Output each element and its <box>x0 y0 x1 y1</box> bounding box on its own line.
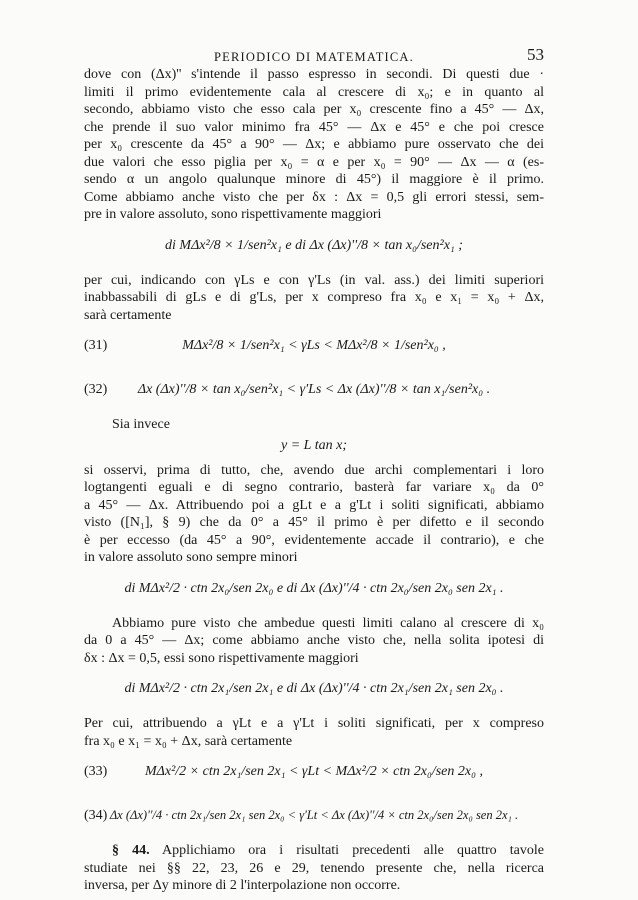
text-line: Sia invece <box>112 417 170 432</box>
text-line: secondo, abbiamo visto che esso cala per x₀ crescente fino a 45° — Δx, <box>84 102 544 117</box>
equation-32 <box>84 372 544 412</box>
equation-body: Δx (Δx)''/4 · ctn 2x₁/sen 2x₁ sen 2x₀ < γ'Lt < Δx (Δx)''/4 × ctn 2x₀/sen 2x₀ sen 2x₁ . <box>109 808 519 822</box>
text-line: per x₀ crescente da 45° a 90° — Δx; e abbiamo pure osservato che dei <box>84 137 544 152</box>
equation-tag: (33) <box>84 764 108 779</box>
text-line: inversa, per Δy minore di 2 l'interpolazione non occorre. <box>84 878 401 893</box>
paragraph-2 <box>84 272 544 325</box>
formula-body: di MΔx²/2 · ctn 2x₀/sen 2x₀ e di Δx (Δx)''/4 · ctn 2x₀/sen 2x₀ sen 2x₁ . <box>124 580 504 596</box>
equation-y <box>84 436 544 460</box>
formula-1 <box>84 228 544 268</box>
formula-body: di MΔx²/8 × 1/sen²x₁ e di Δx (Δx)''/8 × tan x₀/sen²x₁ ; <box>165 237 463 253</box>
equation-tag: (31) <box>84 338 108 353</box>
text-line: fra x₀ e x₁ = x₀ + Δx, sarà certamente <box>84 733 293 749</box>
text-line: studiate nei §§ 22, 23, 26 e 29, tenendo presente che, nella ricerca <box>84 860 544 876</box>
text-line: pre in valore assoluto, sono rispettivamente maggiori <box>84 207 382 222</box>
equation-body: MΔx²/8 × 1/sen²x₁ < γLs < MΔx²/8 × 1/sen²x₀ , <box>182 338 446 353</box>
running-header <box>84 44 544 66</box>
equation-33 <box>84 754 544 794</box>
text-line: sendo α un angolo qualunque minore di 45°) il maggiore è il primo. <box>84 172 544 187</box>
text-line: che prende il suo valor minimo fra 45° — Δx e 45° e che poi cresce <box>84 119 544 135</box>
text-line: inabbassabili di gLs e di g'Ls, per x compreso fra x₀ e x₁ = x₀ + Δx, <box>84 290 544 305</box>
paragraph-5 <box>84 715 544 750</box>
text-line: dove con (Δx)'' s'intende il passo espresso in secondi. Di questi due · <box>84 67 544 82</box>
text-line: Abbiamo pure visto che ambedue questi limiti calano al crescere di x₀ <box>112 615 544 631</box>
equation-body: y = L tan x; <box>281 437 347 453</box>
text-line: a 45° — Δx. Attribuendo poi a gLt e a g'Lt i soliti significati, abbiamo <box>84 497 544 513</box>
text-line: limiti il primo evidentemente cala al crescere di x₀; e in quanto al <box>84 84 544 100</box>
text-line: Come abbiamo anche visto che per δx : Δx = 0,5 gli errori stessi, sem- <box>84 189 544 205</box>
text-line: visto ([N₁], § 9) che da 0° a 45° il primo è per difetto e il secondo <box>84 515 544 530</box>
equation-body: Δx (Δx)''/8 × tan x₀/sen²x₁ < γ'Ls < Δx (Δx)''/8 × tan x₁/sen²x₀ . <box>137 382 491 397</box>
page-number: 53 <box>527 45 544 64</box>
text-line: δx : Δx = 0,5, essi sono rispettivamente maggiori <box>84 650 359 666</box>
formula-body: di MΔx²/2 · ctn 2x₁/sen 2x₁ e di Δx (Δx)''/4 · ctn 2x₁/sen 2x₁ sen 2x₀ . <box>124 681 504 696</box>
text-line: in valore assoluto sono sempre minori <box>84 550 298 565</box>
section-number: § 44. <box>112 843 150 858</box>
page <box>84 44 544 895</box>
text-span: Applichiamo ora i risultati precedenti alle quattro tavole <box>162 843 544 858</box>
equation-tag: (34) <box>84 808 108 823</box>
paragraph-3 <box>84 462 544 567</box>
equation-tag: (32) <box>84 382 108 397</box>
text-line: Per cui, attribuendo a γLt e a γ'Lt i soliti significati, per x compreso <box>84 716 544 731</box>
formula-2 <box>84 571 544 611</box>
text-line: due valori che esso piglia per x₀ = α e per x₀ = 90° — Δx — α (es- <box>84 154 544 170</box>
equation-34 <box>84 798 544 838</box>
text-line: da 0 a 45° — Δx; come abbiamo anche visto che, nella solita ipotesi di <box>84 633 544 648</box>
equation-body: MΔx²/2 × ctn 2x₁/sen 2x₁ < γLt < MΔx²/2 × ctn 2x₀/sen 2x₀ , <box>145 764 483 779</box>
text-line: logtangenti eguali e di segno contrario, basterà far variare x₀ da 0° <box>84 480 544 495</box>
text-line: è per eccesso (da 45° a 90°, evidentemente accade il contrario), e che <box>84 532 544 548</box>
running-title: PERIODICO DI MATEMATICA. <box>214 50 414 64</box>
text-line <box>84 842 544 860</box>
paragraph-1 <box>84 66 544 224</box>
text-line: si osservi, prima di tutto, che, avendo due archi complementari i loro <box>84 462 544 478</box>
text-line: per cui, indicando con γLs e con γ'Ls (in val. ass.) dei limiti superiori <box>84 272 544 288</box>
paragraph-6 <box>84 842 544 895</box>
paragraph-4 <box>84 615 544 668</box>
text-line: sarà certamente <box>84 307 172 323</box>
formula-3 <box>84 671 544 711</box>
equation-31 <box>84 328 544 368</box>
